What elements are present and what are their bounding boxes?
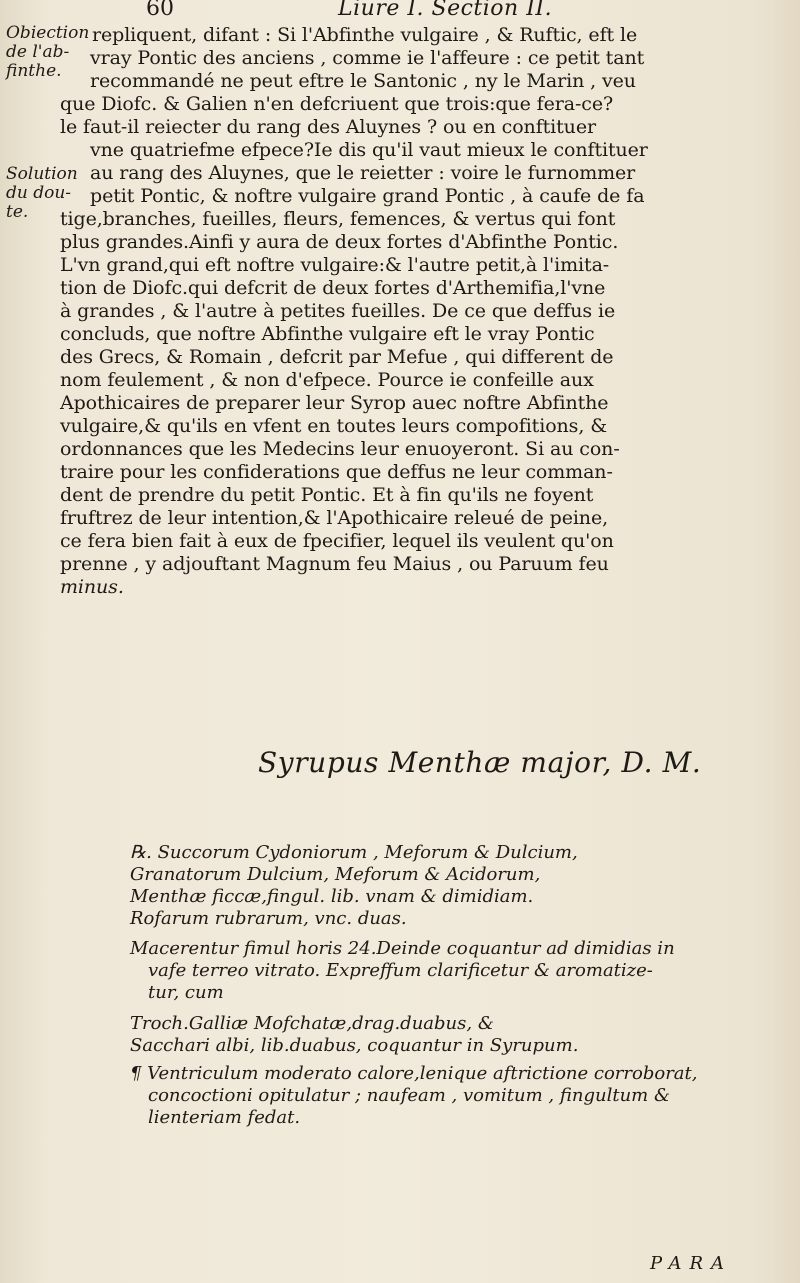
recipe-line: Troch.Galliæ Mofchatæ,drag.duabus, & <box>130 1013 494 1034</box>
body-line: Apothicaires de preparer leur Syrop auec noftre Abfinthe <box>60 392 609 414</box>
recipe-line: ℞. Succorum Cydoniorum , Meforum & Dulcium, <box>130 842 578 863</box>
recipe-line: Granatorum Dulcium, Meforum & Acidorum, <box>130 864 541 885</box>
margin-note-obiection <box>6 24 89 81</box>
margin-line: Obiection <box>6 23 90 43</box>
margin-line: te. <box>6 202 29 222</box>
body-line: des Grecs, & Romain , defcrit par Mefue , qui different de <box>60 346 614 368</box>
recipe-line: Macerentur fimul horis 24.Deinde coquantur ad dimidias in <box>130 938 675 959</box>
body-line: le faut-il reiecter du rang des Aluynes ? ou en conftituer <box>60 116 596 138</box>
body-line: à grandes , & l'autre à petites fueilles. De ce que deffus ie <box>60 300 616 322</box>
body-line: petit Pontic, & noftre vulgaire grand Pontic , à caufe de fa <box>90 185 645 207</box>
margin-line: finthe. <box>6 61 62 81</box>
body-line: vray Pontic des anciens , comme ie l'affeure : ce petit tant <box>90 47 645 69</box>
body-line: ce fera bien fait à eux de fpecifier, lequel ils veulent qu'on <box>60 530 614 552</box>
body-line: fruftrez de leur intention,& l'Apothicaire releué de peine, <box>60 507 609 529</box>
margin-line: Solution <box>6 164 78 184</box>
recipe-line: Menthæ ficcæ,fingul. lib. vnam & dimidiam. <box>130 886 534 907</box>
body-line: que Diofc. & Galien n'en defcriuent que trois:que fera-ce? <box>60 93 614 115</box>
catchword: PARA <box>650 1253 733 1274</box>
body-line: tige,branches, fueilles, fleurs, femences, & vertus qui font <box>60 208 616 230</box>
recipe-line: Sacchari albi, lib.duabus, coquantur in Syrupum. <box>130 1035 579 1056</box>
body-line: plus grandes.Ainfi y aura de deux fortes d'Abfinthe Pontic. <box>60 231 619 253</box>
body-line: traire pour les confiderations que deffus ne leur comman- <box>60 461 613 483</box>
body-line: L'vn grand,qui eft noftre vulgaire:& l'autre petit,à l'imita- <box>60 254 610 276</box>
body-line: recommandé ne peut eftre le Santonic , ny le Marin , veu <box>90 70 636 92</box>
margin-line: du dou- <box>6 183 72 203</box>
recipe-line: Rofarum rubrarum, vnc. duas. <box>130 908 407 929</box>
body-line: nom feulement , & non d'efpece. Pource ie confeille aux <box>60 369 594 391</box>
body-line: concluds, que noftre Abfinthe vulgaire eft le vray Pontic <box>60 323 595 345</box>
body-line: prenne , y adjouftant Magnum feu Maius , ou Paruum feu <box>60 553 609 575</box>
recipe-line: lienteriam fedat. <box>148 1107 301 1128</box>
page-number: 60 <box>146 0 174 21</box>
body-line: dent de prendre du petit Pontic. Et à fin qu'ils ne foyent <box>60 484 594 506</box>
body-line: minus. <box>60 576 124 598</box>
body-line: vne quatriefme efpece?Ie dis qu'il vaut mieux le conftituer <box>90 139 648 161</box>
recipe-line: ¶ Ventriculum moderato calore,lenique aftrictione corroborat, <box>130 1063 698 1084</box>
recipe-line: tur, cum <box>148 982 224 1003</box>
recipe-line: concoctioni opitulatur ; naufeam , vomitum , fingultum & <box>148 1085 670 1106</box>
body-line: au rang des Aluynes, que le reietter : voire le furnommer <box>90 162 636 184</box>
body-line: repliquent, difant : Si l'Abfinthe vulgaire , & Ruftic, eft le <box>92 24 638 46</box>
body-line: vulgaire,& qu'ils en vfent en toutes leurs compofitions, & <box>60 415 608 437</box>
body-line: ordonnances que les Medecins leur enuoyeront. Si au con- <box>60 438 620 460</box>
running-title: Liure I. Section II. <box>338 0 553 21</box>
body-line: tion de Diofc.qui defcrit de deux fortes d'Arthemifia,l'vne <box>60 277 606 299</box>
recipe-line: vafe terreo vitrato. Expreffum clarificetur & aromatize- <box>148 960 653 981</box>
section-title: Syrupus Menthæ major, D. M. <box>258 746 702 779</box>
margin-line: de l'ab- <box>6 42 70 62</box>
